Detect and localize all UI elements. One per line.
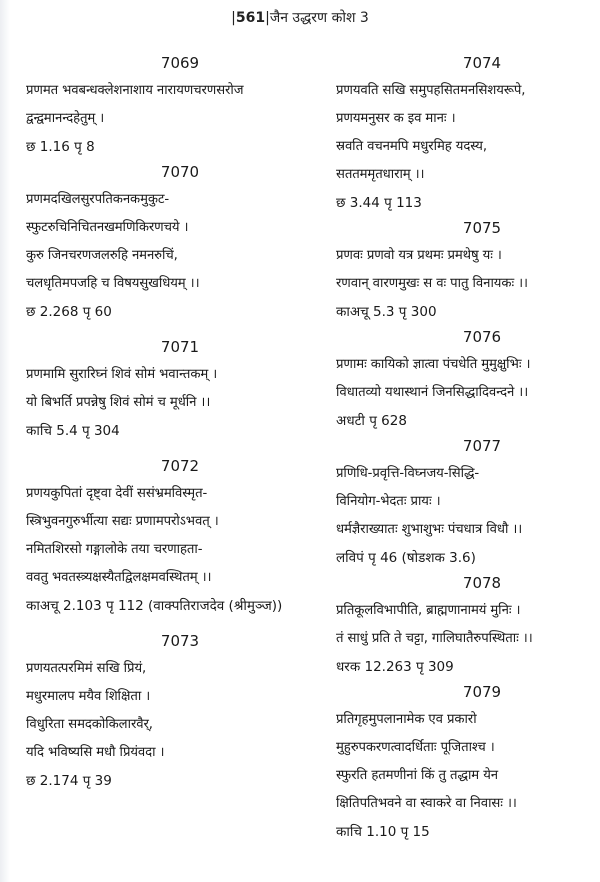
right-column <box>336 52 598 846</box>
verse-line: प्रणयमनुसर क इव मानः । <box>336 111 456 126</box>
source-reference: काअचू 5.3 पृ 300 <box>336 304 437 320</box>
verse-line: प्रणिधि-प्रवृत्ति-विघ्नजय-सिद्धि- <box>336 466 480 481</box>
entry-7069 <box>26 52 304 161</box>
entry-7073 <box>26 630 304 795</box>
entry-7075 <box>336 217 598 326</box>
verse-line: स्रवति वचनमपि मधुरमिह यदस्य, <box>336 139 487 154</box>
entry-7070 <box>26 161 304 326</box>
verse-line: सततममृतधाराम् ।। <box>336 167 425 182</box>
verse-line: धर्मज्ञैराख्यातः शुभाशुभः पंचधात्र विधौ ।। <box>336 522 523 537</box>
entry-number: 7076 <box>462 328 502 346</box>
verse-line: प्रतिकूलविभापीति, ब्राह्मणानामयं मुनिः । <box>336 603 521 618</box>
verse-line: प्रणामः कायिको ज्ञात्वा पंचधेति मुमुक्षुभिः । <box>336 357 531 372</box>
entry-7076 <box>336 326 598 435</box>
verse-line: स्फुरति हतमणीनां किं तु तद्धाम येन <box>336 768 498 783</box>
entry-7074 <box>336 52 598 217</box>
source-reference: छ 3.44 पृ 113 <box>336 195 422 211</box>
source-reference: काअचू 2.103 पृ 112 (वाक्पतिराजदेव (श्रीमुञ्ज)) <box>26 598 283 614</box>
verse-line: प्रणयवति सखि समुपहसितमनसिशयरूपे, <box>336 83 526 98</box>
verse-line: प्रणमदखिलसुरपतिकनकमुकुट- <box>26 192 170 207</box>
entry-number: 7074 <box>462 54 502 72</box>
verse-line: प्रणमत भवबन्धक्लेशनाशाय नारायणचरणसरोज <box>26 83 244 98</box>
verse-line: प्रणयतत्परमिमं सखि प्रियं, <box>26 661 147 676</box>
page-number: 561 <box>235 10 266 26</box>
entry-number: 7075 <box>462 219 502 237</box>
verse-line: ववतु भवतस्त्र्यक्षस्यैतद्विलक्षमवस्थितम् ।। <box>26 570 212 585</box>
book-title: जैन उद्धरण कोश 3 <box>269 10 369 26</box>
verse-line: रणवान् वारणमुखः स वः पातु विनायकः ।। <box>336 276 528 291</box>
verse-line: विधुरिता समदकोकिलारवैर्, <box>26 717 153 732</box>
entry-number: 7078 <box>462 574 502 592</box>
header-separator: | <box>231 10 236 26</box>
verse-line: प्रतिगृहमुपलानामेक एव प्रकारो <box>336 712 477 727</box>
source-reference: काचि 5.4 पृ 304 <box>26 423 120 439</box>
verse-line: स्फुटरुचिनिचितनखमणिकिरणचये । <box>26 220 189 235</box>
entry-number: 7073 <box>160 632 200 650</box>
verse-line: स्त्रिभुवनगुरुर्भीत्या सद्यः प्रणामपरोऽभवत् । <box>26 514 219 529</box>
entry-number: 7071 <box>160 338 200 356</box>
source-reference: छ 2.174 पृ 39 <box>26 773 112 789</box>
verse-line: चलधृतिमपजहि च विषयसुखधियम् ।। <box>26 276 200 291</box>
verse-line: प्रणमामि सुरारिघ्नं शिवं सोमं भवान्तकम् । <box>26 367 218 382</box>
verse-line: यदि भविष्यसि मधौ प्रियंवदा । <box>26 745 165 760</box>
entry-number: 7077 <box>462 437 502 455</box>
verse-line: मधुरमालप मयैव शिक्षिता । <box>26 689 151 704</box>
source-reference: छ 2.268 पृ 60 <box>26 304 112 320</box>
entry-7077 <box>336 435 598 572</box>
entry-7078 <box>336 572 598 681</box>
entry-number: 7069 <box>160 54 200 72</box>
entry-number: 7070 <box>160 163 200 181</box>
verse-line: यो बिभर्ति प्रपन्नेषु शिवं सोमं च मूर्धनि ।। <box>26 395 211 410</box>
page-edge-shadow <box>0 0 10 882</box>
verse-line: द्वन्द्वमानन्दहेतुम् । <box>26 111 105 126</box>
source-reference: काचि 1.10 पृ 15 <box>336 824 430 840</box>
entry-7071 <box>26 336 304 445</box>
verse-line: नमितशिरसो गङ्गालोके तया चरणाहता- <box>26 542 203 557</box>
source-reference: लविपं पृ 46 (षोडशक 3.6) <box>336 550 476 566</box>
verse-line: क्षितिपतिभवने वा स्वाकरे वा निवासः ।। <box>336 796 517 811</box>
entry-number: 7079 <box>462 683 502 701</box>
verse-line: प्रणयकुपितां दृष्ट्वा देवीं ससंभ्रमविस्मृत- <box>26 486 208 501</box>
source-reference: अधटी पृ 628 <box>336 413 407 429</box>
verse-line: विनियोग-भेदतः प्रायः । <box>336 494 441 509</box>
running-header <box>0 8 600 27</box>
entry-number: 7072 <box>160 457 200 475</box>
verse-line: कुरु जिनचरणजलरुहि नमनरुचिं, <box>26 248 178 263</box>
verse-line: प्रणवः प्रणवो यत्र प्रथमः प्रमथेषु यः । <box>336 248 502 263</box>
entry-7079 <box>336 681 598 846</box>
header-separator: | <box>265 10 270 26</box>
verse-line: तं साधुं प्रति ते चट्टा, गालिघातैरुपस्थिताः ।। <box>336 631 533 646</box>
left-column <box>26 52 304 795</box>
verse-line: विधातव्यो यथास्थानं जिनसिद्धादिवन्दने ।। <box>336 385 529 400</box>
source-reference: धरक 12.263 पृ 309 <box>336 659 454 675</box>
verse-line: मुहुरुपकरणत्वादर्धिताः पूजिताश्च । <box>336 740 495 755</box>
source-reference: छ 1.16 पृ 8 <box>26 139 95 155</box>
entry-7072 <box>26 455 304 620</box>
